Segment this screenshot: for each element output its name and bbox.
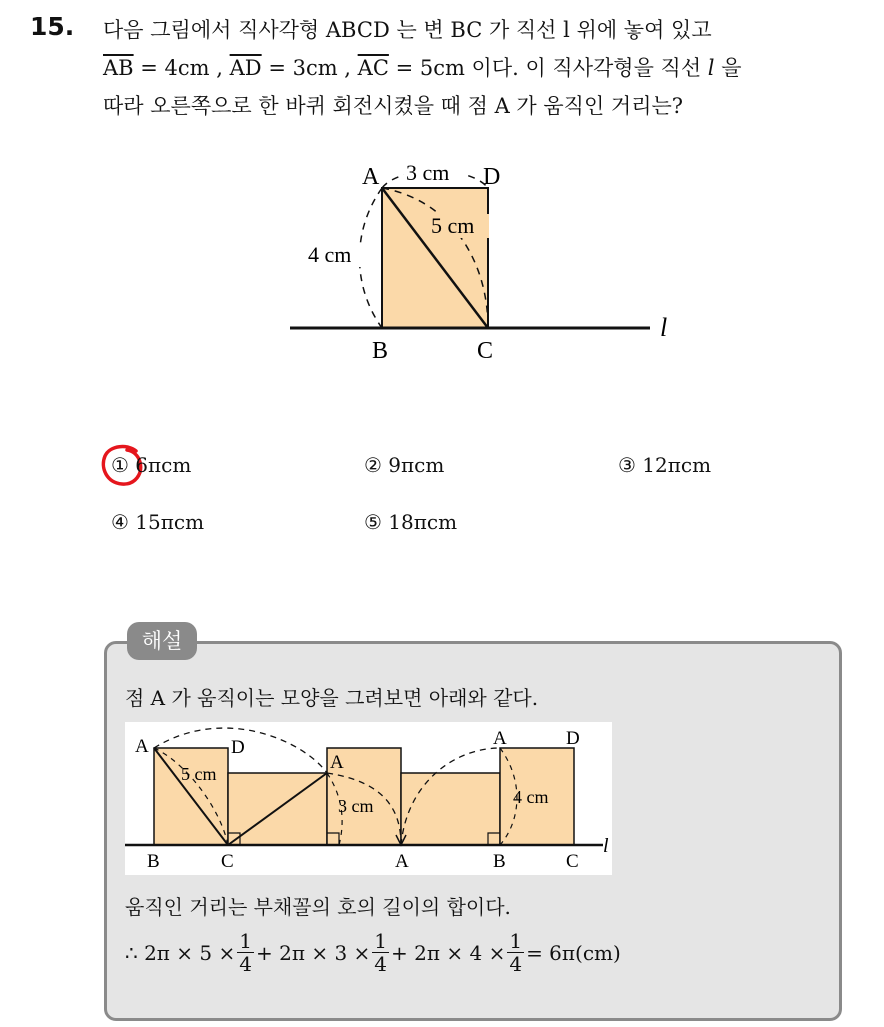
- choice-5[interactable]: [364, 510, 457, 534]
- line2-tail: 을: [714, 56, 742, 80]
- fraction-2-num: 1: [374, 929, 388, 953]
- label-3cm: 3 cm: [338, 796, 374, 816]
- label-d: D: [483, 164, 501, 190]
- question-line-1: 다음 그림에서 직사각형 ABCD 는 변 BC 가 직선 l 위에 놓여 있고: [103, 18, 712, 42]
- choice-4-text: 15πcm: [135, 510, 205, 534]
- solution-figure: [125, 722, 612, 875]
- choice-2-mark: ②: [364, 453, 382, 477]
- choice-3[interactable]: [618, 453, 711, 477]
- ad-value: = 3cm ,: [261, 56, 358, 80]
- question-line-3: 따라 오른쪽으로 한 바퀴 회전시켰을 때 점 A 가 움직인 거리는?: [103, 94, 684, 118]
- choice-5-mark: ⑤: [364, 510, 382, 534]
- choice-1[interactable]: [111, 453, 191, 477]
- label-4cm: 4 cm: [308, 242, 352, 267]
- fraction-3-num: 1: [509, 929, 523, 953]
- label-d-3: D: [566, 728, 580, 749]
- label-c-1: C: [221, 851, 234, 872]
- fraction-2-den: 4: [374, 952, 388, 976]
- label-b-1: B: [147, 851, 160, 872]
- label-a: A: [362, 164, 380, 190]
- label-l: l: [660, 313, 668, 342]
- segment-ad: $\overline{AD}$: [229, 56, 262, 80]
- label-a-3: A: [493, 728, 507, 749]
- formula-part-2: + 2π × 3 ×: [256, 940, 371, 965]
- label-d-1: D: [231, 737, 245, 758]
- label-5cm: 5 cm: [431, 213, 475, 238]
- fraction-1-num: 1: [239, 929, 252, 953]
- label-l: l: [603, 835, 609, 857]
- choice-1-text: 6πcm: [135, 453, 192, 477]
- rect-pos-4: [401, 773, 500, 845]
- solution-line-2: 움직인 거리는 부채꼴의 호의 길이의 합이다.: [125, 895, 511, 919]
- label-a-2: A: [330, 752, 344, 773]
- choice-2[interactable]: [364, 453, 444, 477]
- fraction-1-den: 4: [239, 952, 252, 976]
- choice-2-text: 9πcm: [388, 453, 445, 477]
- choice-4-mark: ④: [111, 510, 129, 534]
- formula-part-3: + 2π × 4 ×: [391, 940, 506, 965]
- fraction-2: [372, 930, 389, 975]
- label-b: B: [372, 338, 389, 364]
- choice-3-text: 12πcm: [642, 453, 712, 477]
- solution-line-1: 점 A 가 움직이는 모양을 그려보면 아래와 같다.: [125, 686, 539, 710]
- formula-result: = 6π(cm): [526, 940, 621, 965]
- label-c-2: C: [566, 851, 579, 872]
- label-3cm: 3 cm: [406, 160, 450, 185]
- ab-value: = 4cm ,: [133, 56, 230, 80]
- choice-3-mark: ③: [618, 453, 636, 477]
- label-b-2: B: [493, 851, 506, 872]
- segment-ac: $\overline{AC}$: [357, 56, 389, 80]
- label-a-bottom: A: [395, 851, 409, 872]
- choice-4[interactable]: [111, 510, 204, 534]
- fraction-1: [237, 930, 254, 975]
- solution-formula: [125, 930, 621, 975]
- choice-5-text: 18πcm: [388, 510, 458, 534]
- fraction-3-den: 4: [509, 952, 523, 976]
- label-c: C: [477, 338, 494, 364]
- label-4cm: 4 cm: [513, 787, 549, 807]
- label-5cm: 5 cm: [181, 764, 217, 784]
- fraction-3: [507, 930, 524, 975]
- formula-part-1: ∴ 2π × 5 ×: [125, 940, 236, 965]
- question-figure: [0, 0, 884, 420]
- label-a-1: A: [135, 736, 149, 757]
- line-l-symbol: l: [707, 56, 715, 80]
- ac-value: = 5cm 이다. 이 직사각형을 직선: [388, 56, 708, 80]
- segment-ab: $\overline{AB}$: [103, 56, 134, 80]
- question-number: 15.: [30, 12, 75, 41]
- solution-tag: 해설: [127, 622, 197, 660]
- choice-1-mark: ①: [111, 453, 129, 477]
